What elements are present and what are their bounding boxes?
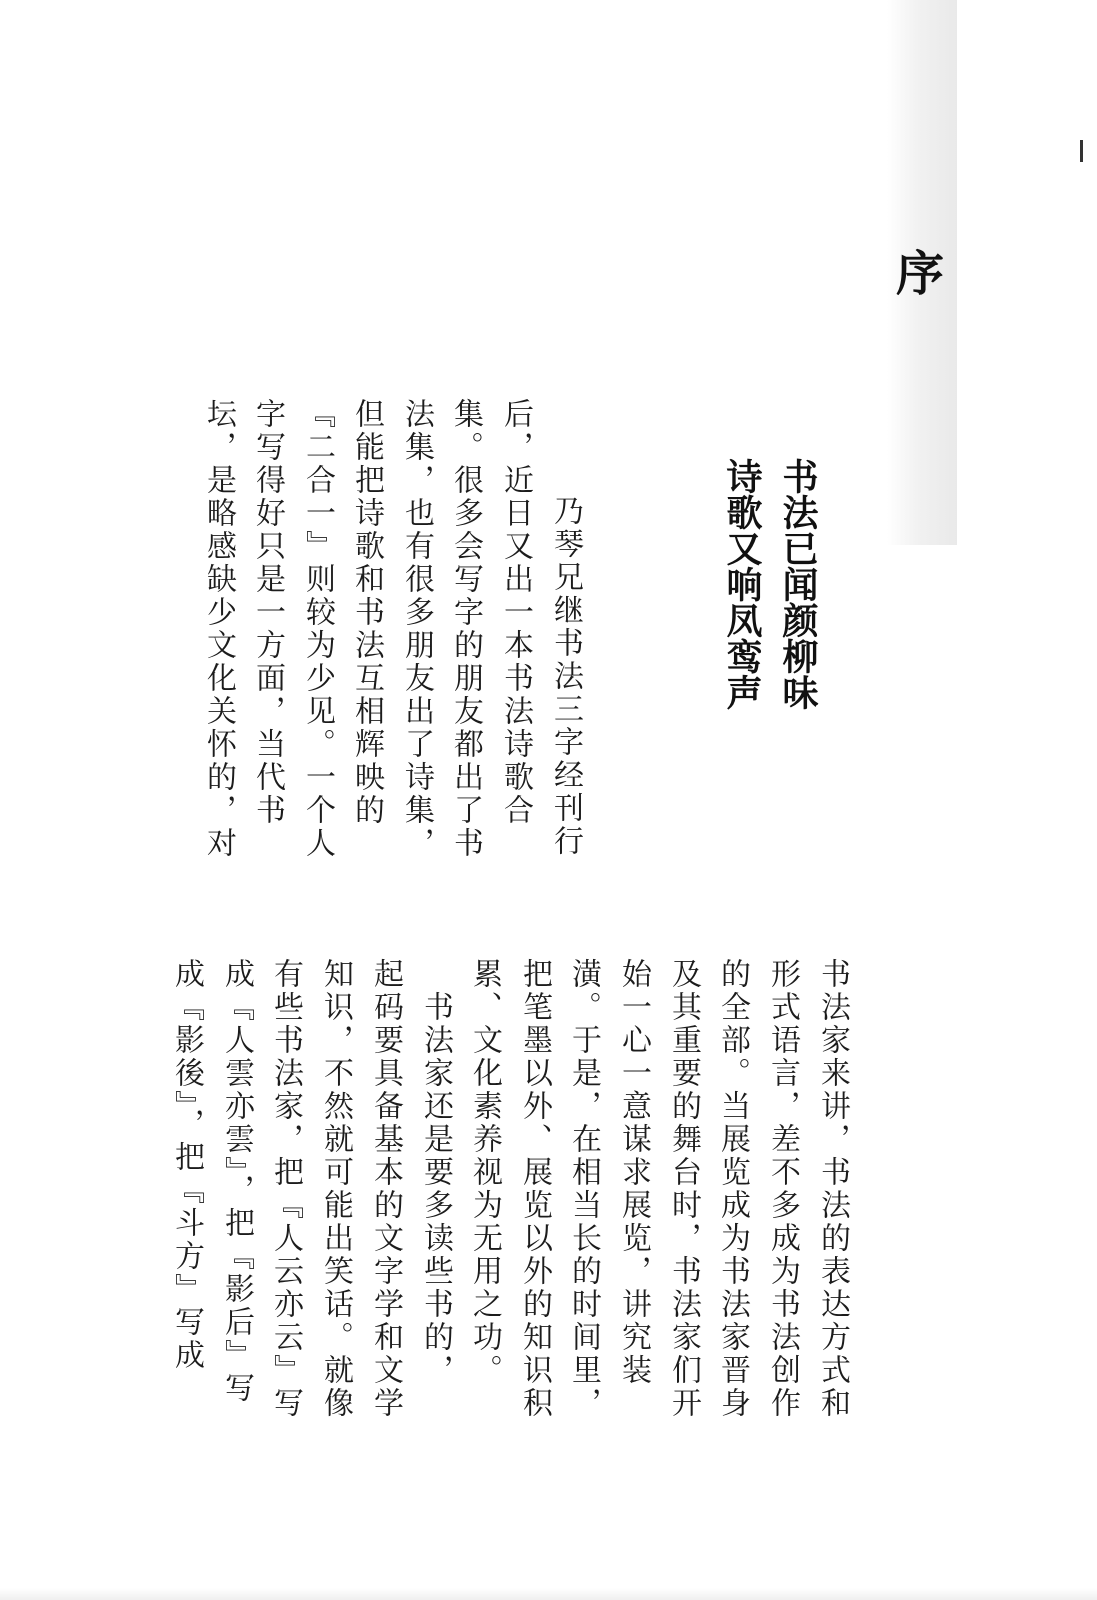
body-column: 坛，是略感缺少文化关怀的，对: [201, 398, 236, 860]
scan-bottom-edge: [0, 1588, 1097, 1600]
title-line-1: 书法已闻颜柳味: [777, 458, 818, 710]
body-column: 累、文化素养视为无用之功。: [467, 958, 502, 1387]
body-column: 潢。于是，在相当长的时间里，: [566, 958, 601, 1420]
body-column: 起码要具备基本的文字学和文学: [368, 958, 403, 1420]
body-column: 知识，不然就可能出笑话。就像: [318, 958, 353, 1420]
body-column: 书法家来讲，书法的表达方式和: [815, 958, 850, 1420]
section-mark-preface: 序: [895, 246, 944, 302]
body-column: 及其重要的舞台时，书法家们开: [666, 958, 701, 1420]
body-column: 书法家还是要多读些书的，: [418, 958, 453, 1387]
scan-edge-mark: [1080, 140, 1083, 162]
title-line-2: 诗歌又响凤鸾声: [721, 458, 762, 710]
body-column: 乃琴兄继书法三字经刊行: [548, 462, 583, 858]
body-column: 集。很多会写字的朋友都出了书: [448, 398, 483, 860]
body-column: 字写得好只是一方面，当代书: [250, 398, 285, 827]
body-column: 成『人雲亦雲』，把『影后』写: [219, 958, 254, 1405]
body-column: 但能把诗歌和书法互相辉映的: [349, 398, 384, 827]
body-column: 成『影後』，把『斗方』写成: [169, 958, 204, 1372]
body-column: 把笔墨以外、展览以外的知识积: [517, 958, 552, 1420]
body-column: 始一心一意谋求展览，讲究装: [616, 958, 651, 1387]
body-column: 『二合一』则较为少见。一个人: [300, 398, 335, 860]
body-column: 形式语言，差不多成为书法创作: [765, 958, 800, 1420]
body-column: 法集，也有很多朋友出了诗集，: [399, 398, 434, 860]
body-column: 的全部。当展览成为书法家晋身: [715, 958, 750, 1420]
body-column: 后，近日又出一本书法诗歌合: [498, 398, 533, 827]
body-column: 有些书法家，把『人云亦云』写: [268, 958, 303, 1420]
